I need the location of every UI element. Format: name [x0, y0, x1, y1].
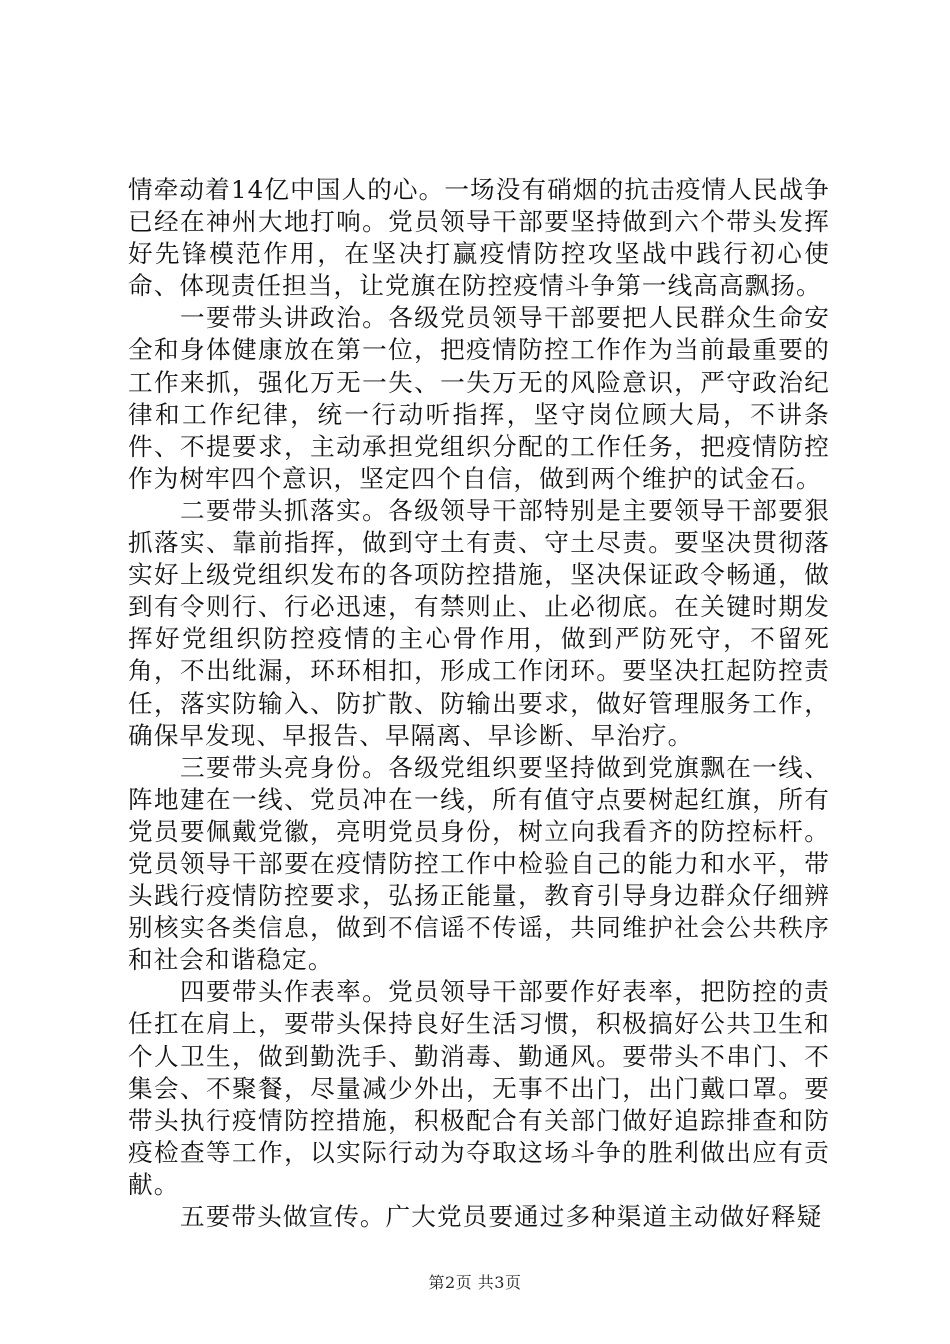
paragraph-point-5: 五要带头做宣传。广大党员要通过多种渠道主动做好释疑: [180, 1202, 823, 1231]
paragraph-point-3: 三要带头亮身份。各级党组织要坚持做到党旗飘在一线、阵地建在一线、党员冲在一线，所有值守点要树起红旗，所有党员要佩戴党徽，亮明党员身份，树立向我看齐的防控标杆。党员领导干部要在疫情防控工作中检验自己的能力和水平，带头践行疫情防控要求，弘扬正能量，教育引导身边群众仔细辨别核实各类信息，做到不信谣不传谣，共同维护社会公共秩序和社会和谐稳定。: [128, 752, 830, 975]
document-body: [128, 174, 830, 1233]
page-number-footer: 第2页 共3页: [428, 1273, 522, 1292]
paragraph-point-2: 二要带头抓落实。各级领导干部特别是主要领导干部要狠抓落实、靠前指挥，做到守土有责、守土尽责。要坚决贯彻落实好上级党组织发布的各项防控措施，坚决保证政令畅通，做到有令则行、行必迅速，有禁则止、止必彻底。在关键时期发挥好党组织防控疫情的主心骨作用，做到严防死守，不留死角，不出纰漏，环环相扣，形成工作闭环。要坚决扛起防控责任，落实防输入、防扩散、防输出要求，做好管理服务工作，确保早发现、早报告、早隔离、早诊断、早治疗。: [128, 495, 830, 750]
paragraph-intro: 情牵动着14亿中国人的心。一场没有硝烟的抗击疫情人民战争已经在神州大地打响。党员领导干部要坚持做到六个带头发挥好先锋模范作用，在坚决打赢疫情防控攻坚战中践行初心使命、体现责任担当，让党旗在防控疫情斗争第一线高高飘扬。: [128, 175, 830, 301]
paragraph-point-4: 四要带头作表率。党员领导干部要作好表率，把防控的责任扛在肩上，要带头保持良好生活习惯，积极搞好公共卫生和个人卫生，做到勤洗手、勤消毒、勤通风。要带头不串门、不集会、不聚餐，尽量减少外出，无事不出门，出门戴口罩。要带头执行疫情防控措施，积极配合有关部门做好追踪排查和防疫检查等工作，以实际行动为夺取这场斗争的胜利做出应有贡献。: [128, 977, 830, 1199]
paragraph-point-1: 一要带头讲政治。各级党员领导干部要把人民群众生命安全和身体健康放在第一位，把疫情防控工作作为当前最重要的工作来抓，强化万无一失、一失万无的风险意识，严守政治纪律和工作纪律，统一行动听指挥，坚守岗位顾大局，不讲条件、不提要求，主动承担党组织分配的工作任务，把疫情防控作为树牢四个意识，坚定四个自信，做到两个维护的试金石。: [128, 303, 830, 493]
